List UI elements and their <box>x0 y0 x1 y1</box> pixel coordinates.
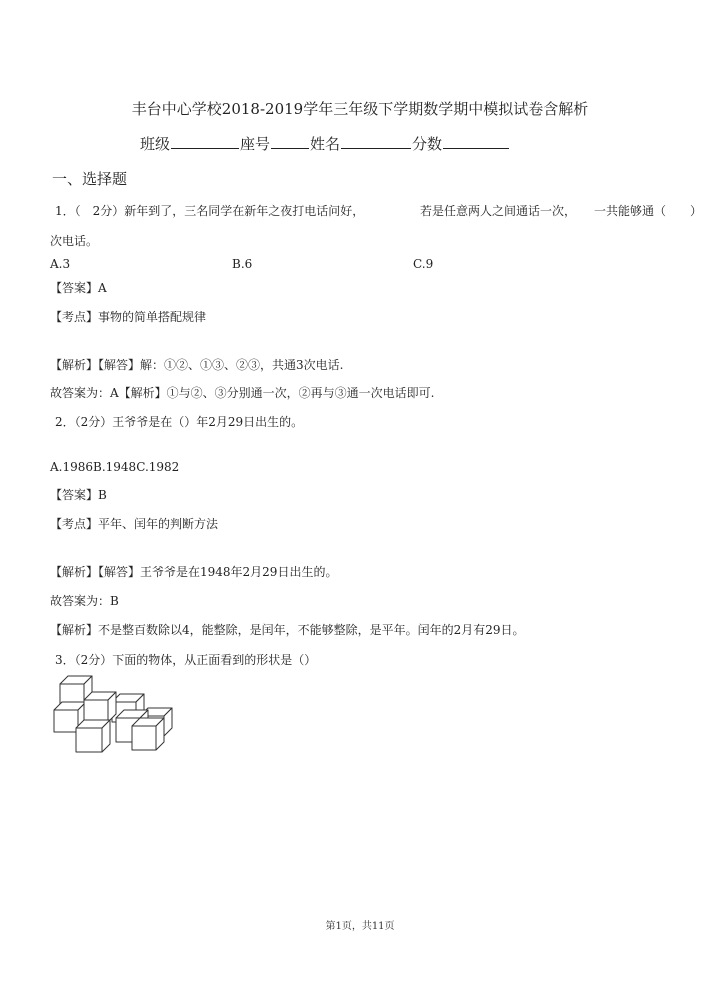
cube-stack-figure <box>50 672 180 758</box>
q1-analysis: 【解析】【解答】解：①②、①③、②③，共通3次电话. <box>50 358 344 372</box>
cube <box>84 692 116 722</box>
cube <box>132 718 164 750</box>
q1-option-b: B.6 <box>232 257 253 271</box>
q2-conclusion: 故答案为：B <box>50 594 119 608</box>
q2-note: 【解析】不是整百数除以4，能整除，是闰年，不能够整除，是平年。闰年的2月有29日。 <box>50 623 525 637</box>
q2-knowledge-point: 【考点】平年、闰年的判断方法 <box>50 517 219 531</box>
page-footer: 第1页，共11页 <box>325 921 395 932</box>
score-label: 分数 <box>412 135 443 153</box>
q2-stem: 2．（2分）王爷爷是在（）年2月29日出生的。 <box>55 415 304 429</box>
class-label: 班级 <box>140 135 171 153</box>
page-title: 丰台中心学校2018-2019学年三年级下学期数学期中模拟试卷含解析 <box>131 100 589 118</box>
cube <box>76 720 110 752</box>
seat-label: 座号 <box>240 135 271 153</box>
q2-analysis: 【解析】【解答】王爷爷是在1948年2月29日出生的。 <box>50 565 338 579</box>
q1-option-a: A.3 <box>50 257 71 271</box>
q1-stem-part-c: 一共能够通（ ） <box>594 204 703 218</box>
q1-conclusion: 故答案为：A【解析】①与②、③分别通一次，②再与③通一次电话即可. <box>50 386 435 400</box>
name-label: 姓名 <box>310 135 341 153</box>
class-blank <box>171 134 239 149</box>
q1-knowledge-point: 【考点】事物的简单搭配规律 <box>50 310 207 324</box>
q1-stem-part-b: 若是任意两人之间通话一次， <box>420 204 577 218</box>
name-blank <box>341 134 411 149</box>
seat-blank <box>271 134 309 149</box>
score-blank <box>443 134 509 149</box>
section-title: 一、选择题 <box>52 170 128 188</box>
q1-answer: 【答案】A <box>50 281 107 295</box>
q3-stem: 3．（2分）下面的物体，从正面看到的形状是（） <box>55 653 317 667</box>
q1-stem-part-a: 1．（ 2分）新年到了，三名同学在新年之夜打电话问好， <box>55 204 365 218</box>
q2-answer: 【答案】B <box>50 488 107 502</box>
q1-option-c: C.9 <box>413 257 434 271</box>
student-info-line <box>140 133 510 154</box>
q2-options: A.1986B.1948C.1982 <box>50 460 180 474</box>
q1-stem-part-d: 次电话。 <box>50 234 99 248</box>
